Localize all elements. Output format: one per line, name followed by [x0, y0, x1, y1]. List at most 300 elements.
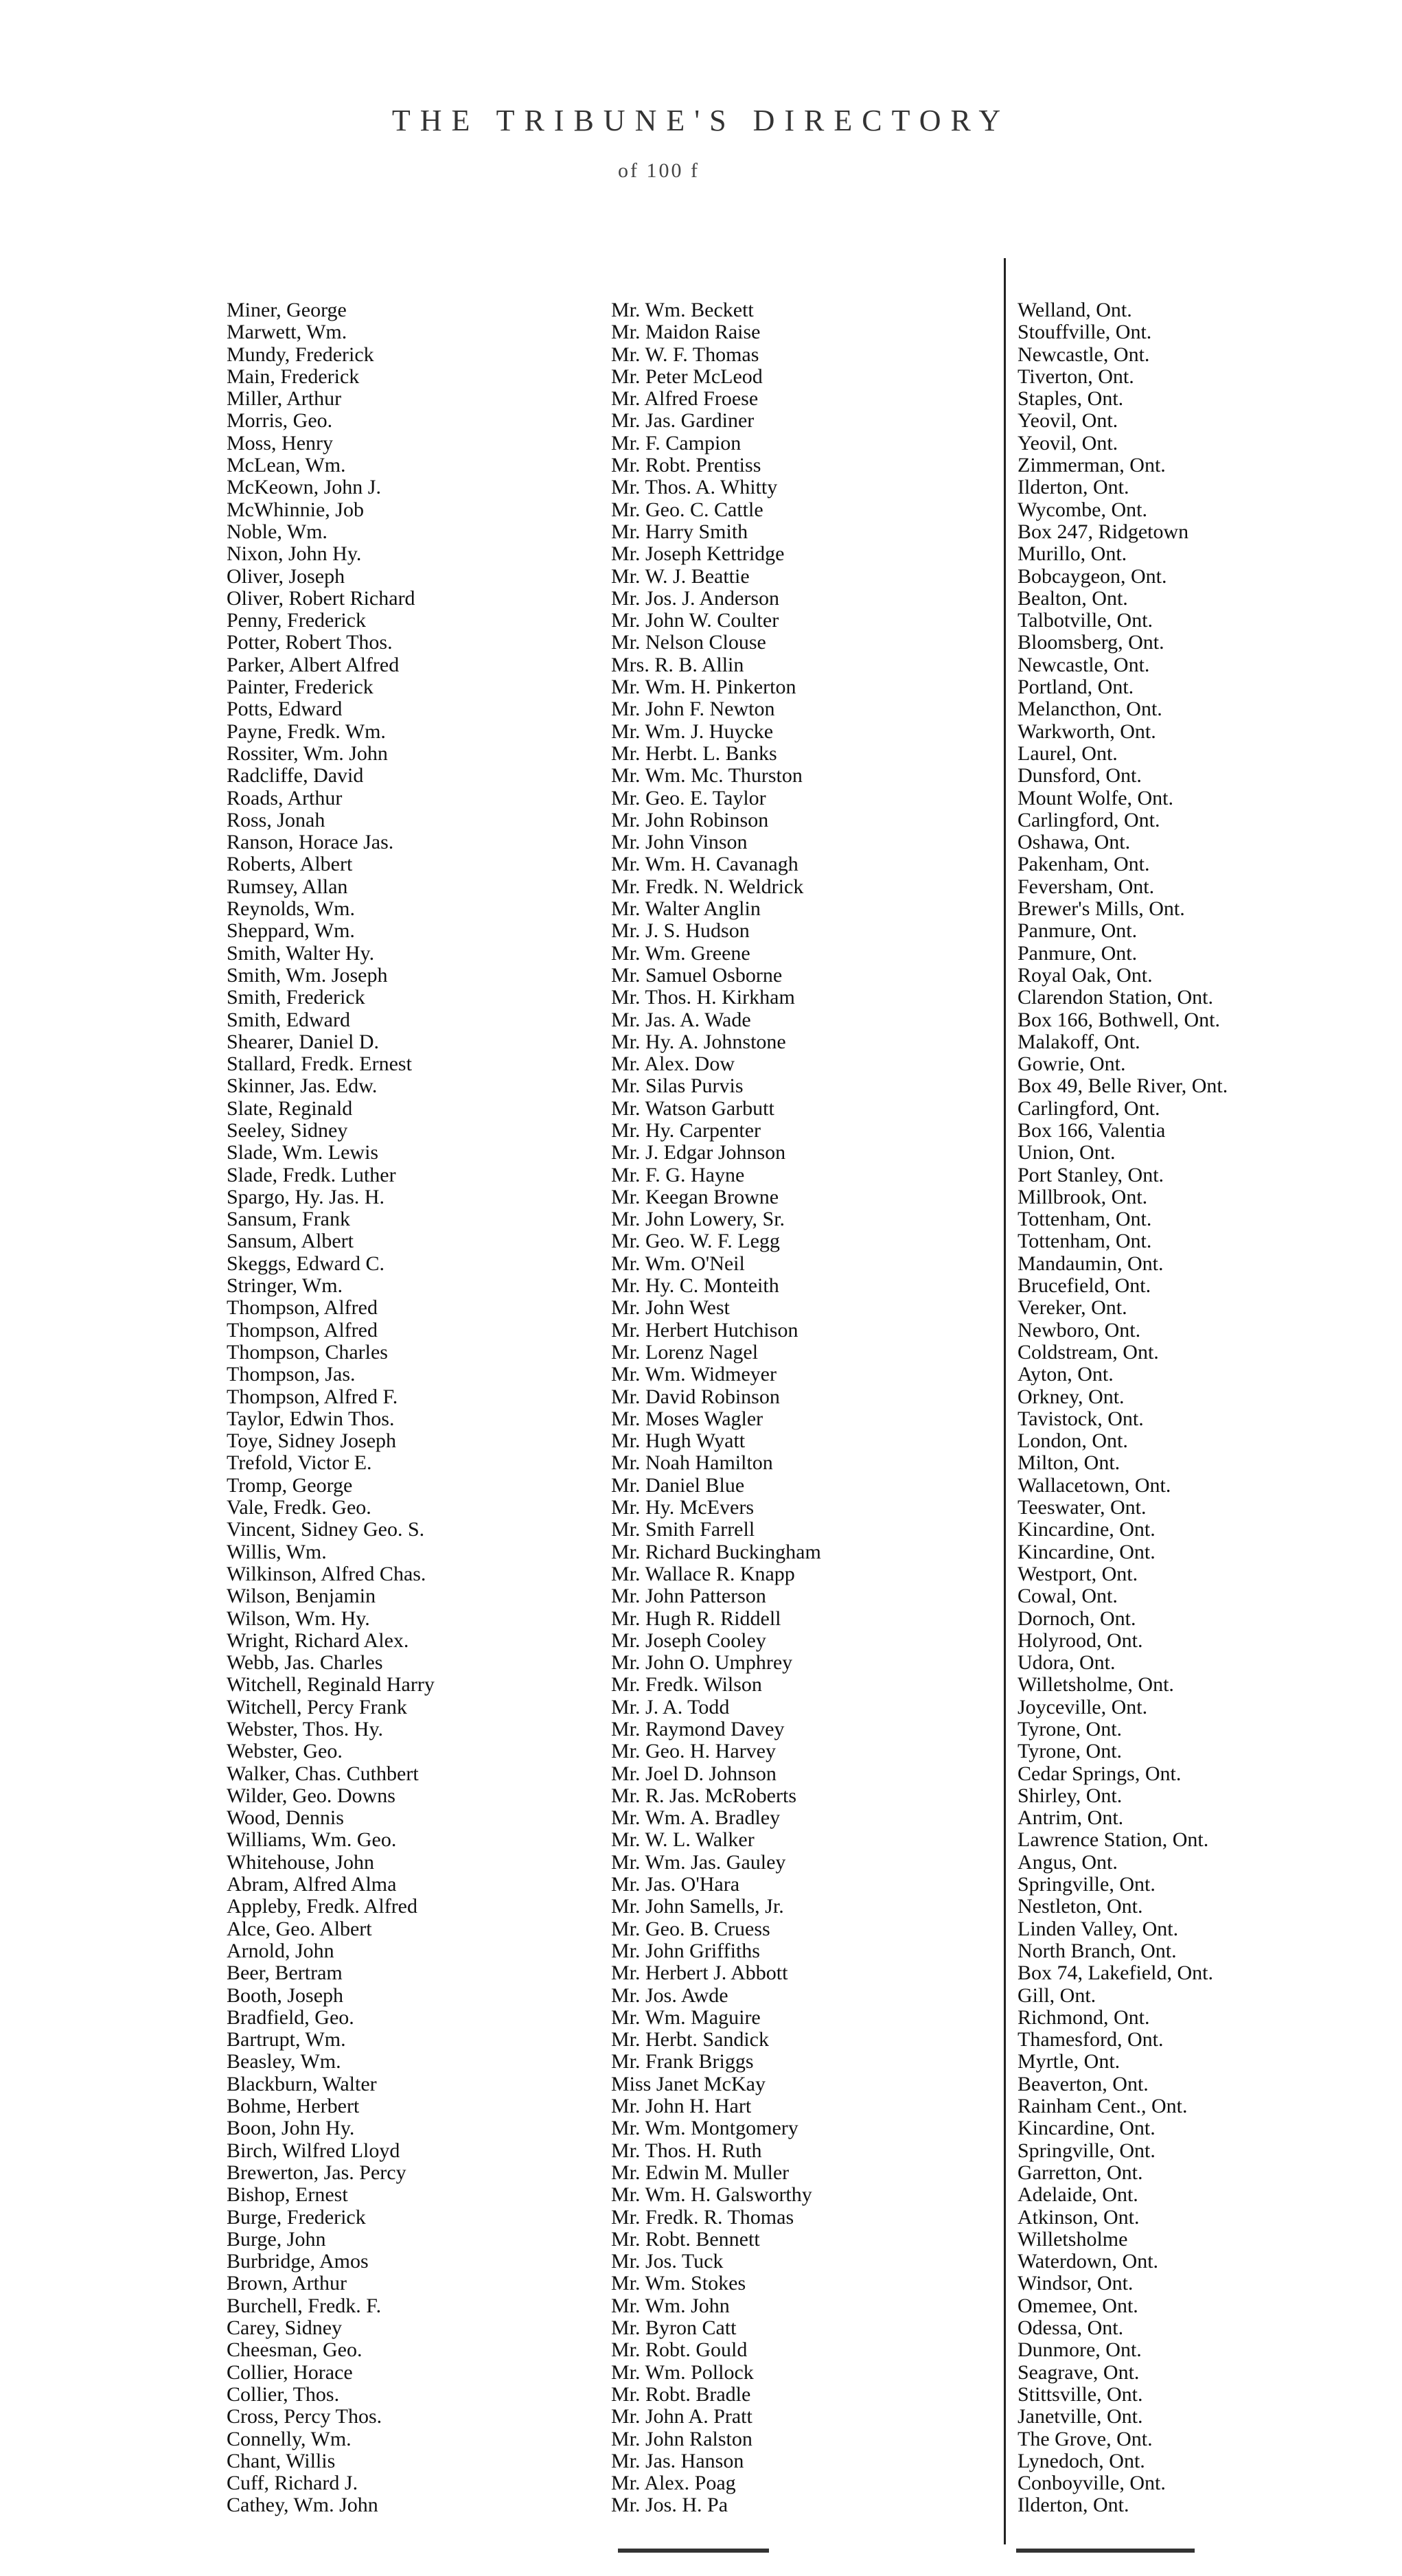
agent-entry — [611, 2406, 1016, 2428]
address-entry-text: Carlingford, Ont. — [1018, 809, 1160, 831]
address-entry-text: Wycombe, Ont. — [1018, 498, 1147, 521]
address-entry — [1018, 765, 1306, 787]
agent-entry — [611, 366, 1016, 388]
address-entry-text: Windsor, Ont. — [1018, 2273, 1134, 2295]
agent-entry-text: Mr. John A. Pratt — [611, 2406, 752, 2428]
agent-entry — [611, 1386, 1016, 1408]
agent-entry-text: Mr. Herbt. L. Banks — [611, 742, 777, 765]
agent-entry-text: Mr. John Griffiths — [611, 1940, 760, 1962]
agent-entry-text: Mr. Harry Smith — [611, 520, 748, 543]
name-entry — [227, 1519, 611, 1541]
name-entry — [227, 965, 611, 987]
address-entry — [1018, 2339, 1306, 2361]
agent-entry — [611, 831, 1016, 853]
address-entry-text: Tavistock, Ont. — [1018, 1407, 1144, 1430]
agent-entry-text: Mr. Hy. Carpenter — [611, 1119, 761, 1142]
name-entry-text: Bartrupt, Wm. — [227, 2029, 346, 2051]
address-entry-text: Ilderton, Ont. — [1018, 476, 1129, 499]
agent-entry — [611, 1430, 1016, 1452]
address-entry-text: Pakenham, Ont. — [1018, 853, 1150, 876]
agent-entry — [611, 1275, 1016, 1297]
agent-entry-text: Mr. Silas Purvis — [611, 1075, 744, 1098]
name-entry-text: Wood, Dennis — [227, 1807, 344, 1830]
name-entry-text: Tromp, George — [227, 1474, 353, 1497]
name-entry-text: McWhinnie, Job — [227, 498, 364, 521]
address-entry — [1018, 2273, 1306, 2295]
address-entry — [1018, 2051, 1306, 2073]
address-entry — [1018, 588, 1306, 610]
address-entry-text: Newcastle, Ont. — [1018, 343, 1150, 366]
agent-entry — [611, 1475, 1016, 1497]
agent-entry-text: Mr. Samuel Osborne — [611, 964, 783, 987]
name-entry-text: Brewerton, Jas. Percy — [227, 2161, 406, 2184]
agent-entry — [611, 1452, 1016, 1474]
name-entry — [227, 1275, 611, 1297]
agent-entry — [611, 698, 1016, 720]
agent-entry — [611, 1563, 1016, 1585]
name-entry-text: Skinner, Jas. Edw. — [227, 1075, 378, 1098]
name-entry-text: Potts, Edward — [227, 698, 343, 721]
name-entry-text: Boon, John Hy. — [227, 2117, 355, 2140]
address-entry — [1018, 1142, 1306, 1164]
agent-entry-text: Mr. Alfred Froese — [611, 388, 759, 411]
address-entry-text: Bealton, Ont. — [1018, 587, 1128, 610]
address-entry-text: Newboro, Ont. — [1018, 1319, 1141, 1342]
agent-entry — [611, 1075, 1016, 1097]
agent-entry-text: Mr. Walter Anglin — [611, 898, 761, 921]
address-entry-text: Rainham Cent., Ont. — [1018, 2095, 1188, 2118]
name-entry — [227, 499, 611, 521]
name-entry — [227, 410, 611, 432]
address-entry — [1018, 2362, 1306, 2384]
agent-entry-text: Mr. John Robinson — [611, 809, 769, 831]
name-entry-text: Marwett, Wm. — [227, 321, 347, 344]
agent-entry-text: Mr. John Samells, Jr. — [611, 1896, 784, 1918]
name-entry-text: Stallard, Fredk. Ernest — [227, 1053, 412, 1076]
agent-entry-text: Miss Janet McKay — [611, 2073, 766, 2095]
name-entry — [227, 698, 611, 720]
name-entry — [227, 321, 611, 343]
name-entry — [227, 1852, 611, 1874]
agent-entry-text: Mr. Alex. Poag — [611, 2472, 736, 2495]
name-entry-text: Oliver, Robert Richard — [227, 587, 415, 610]
name-entry — [227, 1120, 611, 1142]
agent-entry — [611, 2029, 1016, 2051]
agent-entry — [611, 2362, 1016, 2384]
address-entry-text: Dunsford, Ont. — [1018, 765, 1142, 787]
address-entry — [1018, 1120, 1306, 1142]
agent-entry-text: Mr. Edwin M. Muller — [611, 2161, 790, 2184]
address-entry-text: Union, Ont. — [1018, 1142, 1116, 1164]
agent-entry — [611, 1230, 1016, 1252]
agent-entry-text: Mr. Hy. A. Johnstone — [611, 1031, 786, 1053]
address-entry — [1018, 1430, 1306, 1452]
agent-entry-text: Mr. Wm. Mc. Thurston — [611, 765, 803, 787]
address-entry — [1018, 831, 1306, 853]
agent-entry-text: Mr. David Robinson — [611, 1385, 780, 1408]
address-entry — [1018, 1519, 1306, 1541]
address-entry — [1018, 1763, 1306, 1785]
agent-entry — [611, 1009, 1016, 1031]
agent-entry — [611, 321, 1016, 343]
address-entry — [1018, 1807, 1306, 1829]
address-entry-text: Cowal, Ont. — [1018, 1585, 1118, 1608]
agent-entry-text: Mr. Jas. A. Wade — [611, 1009, 751, 1031]
name-entry-text: Cross, Percy Thos. — [227, 2406, 382, 2428]
address-entry-text: Vereker, Ont. — [1018, 1297, 1127, 1320]
name-entry — [227, 566, 611, 588]
agent-entry-text: Mr. Thos. A. Whitty — [611, 476, 778, 499]
agent-entry-text: Mr. Maidon Raise — [611, 321, 761, 344]
agent-entry-text: Mr. John Patterson — [611, 1585, 766, 1608]
name-entry — [227, 1053, 611, 1075]
address-entry — [1018, 366, 1306, 388]
address-entry — [1018, 1053, 1306, 1075]
address-entry — [1018, 1918, 1306, 1940]
address-entry-text: Janetville, Ont. — [1018, 2406, 1143, 2428]
agent-entry-text: Mr. Wm. H. Pinkerton — [611, 676, 796, 699]
address-entry — [1018, 787, 1306, 809]
name-entry — [227, 831, 611, 853]
address-entry — [1018, 853, 1306, 875]
name-entry-text: Willis, Wm. — [227, 1541, 327, 1563]
name-entry — [227, 543, 611, 565]
agent-entry-text: Mr. Wm. O'Neil — [611, 1252, 745, 1275]
agent-entry — [611, 809, 1016, 831]
address-entry — [1018, 1740, 1306, 1762]
address-entry — [1018, 1563, 1306, 1585]
agent-entry — [611, 299, 1016, 321]
name-entry — [227, 876, 611, 898]
address-entry — [1018, 943, 1306, 965]
name-entry-text: Birch, Wilfred Lloyd — [227, 2139, 400, 2162]
agent-entry — [611, 1674, 1016, 1696]
address-entry — [1018, 2207, 1306, 2229]
name-entry — [227, 2207, 611, 2229]
agent-entry-text: Mr. Wm. Montgomery — [611, 2117, 798, 2140]
address-entry — [1018, 1075, 1306, 1097]
address-entry — [1018, 876, 1306, 898]
agent-entry — [611, 1763, 1016, 1785]
address-entry — [1018, 1208, 1306, 1230]
name-entry — [227, 1186, 611, 1208]
address-entry — [1018, 1940, 1306, 1962]
address-entry — [1018, 1275, 1306, 1297]
agent-entry — [611, 1962, 1016, 1984]
agent-entry — [611, 2428, 1016, 2450]
address-entry — [1018, 2317, 1306, 2339]
name-entry — [227, 433, 611, 455]
agent-entry-text: Mr. Hy. McEvers — [611, 1497, 755, 1519]
agent-entry — [611, 1608, 1016, 1630]
address-entry — [1018, 1230, 1306, 1252]
address-entry — [1018, 2029, 1306, 2051]
address-entry-text: Myrtle, Ont. — [1018, 2051, 1121, 2073]
address-entry — [1018, 299, 1306, 321]
name-entry-text: Walker, Chas. Cuthbert — [227, 1762, 419, 1785]
address-entry-text: Oshawa, Ont. — [1018, 831, 1131, 854]
agent-entry — [611, 1718, 1016, 1740]
agent-entry — [611, 1985, 1016, 2007]
agent-entry-text: Mr. Byron Catt — [611, 2317, 737, 2340]
agent-entry — [611, 2273, 1016, 2295]
agent-entry-text: Mr. John West — [611, 1297, 730, 1320]
agent-entry-text: Mr. Robt. Prentiss — [611, 455, 761, 477]
agent-entry — [611, 1519, 1016, 1541]
agent-entry — [611, 1120, 1016, 1142]
agent-entry-text: Mr. Wm. Greene — [611, 942, 750, 965]
address-entry-text: Joyceville, Ont. — [1018, 1696, 1148, 1718]
address-entry-text: Beaverton, Ont. — [1018, 2073, 1149, 2095]
agent-entry-text: Mr. Wm. Pollock — [611, 2361, 754, 2384]
address-entry-text: Box 49, Belle River, Ont. — [1018, 1075, 1228, 1098]
address-entry — [1018, 1585, 1306, 1607]
name-entry — [227, 1364, 611, 1385]
agent-entry — [611, 943, 1016, 965]
name-entry — [227, 2406, 611, 2428]
agent-entry-text: Mr. Wm. John — [611, 2295, 730, 2317]
name-entry-text: Rumsey, Allan — [227, 875, 348, 898]
name-entry — [227, 987, 611, 1009]
address-entry — [1018, 1608, 1306, 1630]
address-entry — [1018, 1364, 1306, 1385]
address-entry — [1018, 344, 1306, 366]
address-entry — [1018, 1098, 1306, 1120]
address-entry-text: Milton, Ont. — [1018, 1452, 1121, 1475]
agent-entry — [611, 1652, 1016, 1674]
agent-entry-text: Mr. Geo. W. F. Legg — [611, 1230, 780, 1253]
name-entry-text: Chant, Willis — [227, 2450, 336, 2472]
name-entry — [227, 1408, 611, 1430]
agent-entry-text: Mr. Geo. E. Taylor — [611, 787, 766, 809]
agent-entry — [611, 1874, 1016, 1896]
agent-entry — [611, 965, 1016, 987]
agent-entry-text: Mr. Daniel Blue — [611, 1474, 745, 1497]
name-entry-text: Beer, Bertram — [227, 1962, 343, 1985]
name-entry — [227, 2162, 611, 2184]
address-entry-text: Shirley, Ont. — [1018, 1784, 1123, 1807]
address-entry-text: Willetsholme — [1018, 2228, 1128, 2251]
name-entry — [227, 2428, 611, 2450]
address-entry-text: Tyrone, Ont. — [1018, 1718, 1123, 1740]
agent-entry-text: Mr. F. G. Hayne — [611, 1164, 745, 1186]
address-entry-text: Zimmerman, Ont. — [1018, 455, 1166, 477]
address-entry-text: North Branch, Ont. — [1018, 1940, 1177, 1962]
agent-entry-text: Mr. Wm. J. Huycke — [611, 720, 774, 743]
name-entry — [227, 1098, 611, 1120]
address-entry — [1018, 2229, 1306, 2251]
agent-entry-text: Mr. Wm. H. Cavanagh — [611, 853, 798, 876]
name-entry — [227, 476, 611, 498]
name-entry — [227, 1430, 611, 1452]
name-entry-text: Ranson, Horace Jas. — [227, 831, 394, 854]
address-entry-text: Antrim, Ont. — [1018, 1807, 1124, 1830]
name-entry — [227, 1230, 611, 1252]
name-entry-text: Vale, Fredk. Geo. — [227, 1497, 371, 1519]
name-entry — [227, 2051, 611, 2073]
name-entry — [227, 1829, 611, 1851]
address-entry-text: Springville, Ont. — [1018, 1874, 1156, 1896]
address-entry-text: Conboyville, Ont. — [1018, 2472, 1166, 2495]
address-entry — [1018, 2384, 1306, 2406]
name-entry-text: Appleby, Fredk. Alfred — [227, 1896, 417, 1918]
name-entry — [227, 2450, 611, 2472]
name-entry-text: Wilson, Wm. Hy. — [227, 1607, 370, 1630]
address-entry — [1018, 2073, 1306, 2095]
address-entry — [1018, 410, 1306, 432]
agent-entry — [611, 2384, 1016, 2406]
name-entry — [227, 765, 611, 787]
agent-entry-text: Mr. Robt. Bennett — [611, 2228, 760, 2251]
address-entry-text: Portland, Ont. — [1018, 676, 1134, 699]
name-entry-text: Webb, Jas. Charles — [227, 1652, 383, 1675]
name-entry — [227, 1208, 611, 1230]
name-entry — [227, 1563, 611, 1585]
address-entry-text: Carlingford, Ont. — [1018, 1097, 1160, 1120]
name-entry-text: Cuff, Richard J. — [227, 2472, 358, 2495]
agent-entry — [611, 2229, 1016, 2251]
name-entry — [227, 2095, 611, 2117]
name-entry-text: Alce, Geo. Albert — [227, 1918, 372, 1940]
agent-entry — [611, 1208, 1016, 1230]
agent-entry-text: Mr. John W. Coulter — [611, 610, 779, 632]
address-entry — [1018, 1718, 1306, 1740]
address-entry-text: Seagrave, Ont. — [1018, 2361, 1140, 2384]
agent-entry — [611, 410, 1016, 432]
name-entry — [227, 920, 611, 942]
name-entry-text: Reynolds, Wm. — [227, 898, 355, 921]
name-entry-text: Parker, Albert Alfred — [227, 654, 400, 676]
name-entry — [227, 388, 611, 410]
name-entry-text: Smith, Edward — [227, 1009, 350, 1031]
address-entry-text: Dunmore, Ont. — [1018, 2339, 1142, 2362]
address-entry — [1018, 2140, 1306, 2162]
address-entry-text: Gill, Ont. — [1018, 1984, 1096, 2007]
address-entry-text: Ayton, Ont. — [1018, 1364, 1114, 1386]
name-entry-text: Bohme, Herbert — [227, 2095, 360, 2118]
name-entry — [227, 1807, 611, 1829]
name-entry-text: Wilder, Geo. Downs — [227, 1784, 395, 1807]
name-entry — [227, 1031, 611, 1053]
name-entry — [227, 1475, 611, 1497]
agent-entry — [611, 1497, 1016, 1519]
agent-entry — [611, 1253, 1016, 1275]
agent-entry — [611, 2472, 1016, 2494]
agent-entry — [611, 1918, 1016, 1940]
address-entry — [1018, 1497, 1306, 1519]
address-entry — [1018, 1186, 1306, 1208]
agent-entry-text: Mr. F. Campion — [611, 432, 742, 455]
agent-entry-text: Mr. Hugh R. Riddell — [611, 1607, 781, 1630]
name-entry — [227, 1253, 611, 1275]
address-entry-text: Garretton, Ont. — [1018, 2161, 1143, 2184]
name-entry-text: Booth, Joseph — [227, 1984, 344, 2007]
address-entry — [1018, 1297, 1306, 1319]
address-entry — [1018, 2450, 1306, 2472]
agent-entry — [611, 1852, 1016, 1874]
name-entry-text: Williams, Wm. Geo. — [227, 1829, 397, 1852]
address-entry — [1018, 809, 1306, 831]
agent-entry-text: Mr. Wm. Beckett — [611, 299, 754, 321]
address-entry — [1018, 1896, 1306, 1918]
agent-entry-text: Mr. Wallace R. Knapp — [611, 1563, 795, 1585]
name-entry-text: Smith, Walter Hy. — [227, 942, 375, 965]
agent-entry-text: Mr. Keegan Browne — [611, 1186, 779, 1208]
agent-entry — [611, 2117, 1016, 2139]
name-entry — [227, 1142, 611, 1164]
agent-entry-text: Mr. Fredk. R. Thomas — [611, 2206, 794, 2229]
address-entry-text: Ilderton, Ont. — [1018, 2494, 1129, 2517]
name-entry-text: Vincent, Sidney Geo. S. — [227, 1519, 425, 1541]
agent-entry — [611, 1896, 1016, 1918]
address-entry-text: Orkney, Ont. — [1018, 1385, 1125, 1408]
name-entry-text: Sansum, Frank — [227, 1208, 350, 1231]
agent-entry — [611, 920, 1016, 942]
name-entry — [227, 2251, 611, 2273]
address-entry-text: Clarendon Station, Ont. — [1018, 987, 1213, 1009]
address-entry-text: Millbrook, Ont. — [1018, 1186, 1148, 1208]
name-entry — [227, 787, 611, 809]
address-entry-text: Angus, Ont. — [1018, 1851, 1118, 1874]
address-entry-text: Talbotville, Ont. — [1018, 610, 1153, 632]
agent-entry — [611, 2162, 1016, 2184]
agent-entry — [611, 1940, 1016, 1962]
agent-entry — [611, 743, 1016, 765]
address-entry — [1018, 2251, 1306, 2273]
address-entry-text: Melancthon, Ont. — [1018, 698, 1162, 721]
name-entry-text: Arnold, John — [227, 1940, 334, 1962]
agent-entry-text: Mr. R. Jas. McRoberts — [611, 1784, 796, 1807]
page-title: THE TRIBUNE'S DIRECTORY — [391, 104, 1011, 137]
name-entry-text: Trefold, Victor E. — [227, 1452, 372, 1475]
agent-entry-text: Mr. Jos. Tuck — [611, 2251, 724, 2273]
name-entry — [227, 2295, 611, 2317]
agent-entry-text: Mr. J. Edgar Johnson — [611, 1142, 786, 1164]
address-entry-text: Gowrie, Ont. — [1018, 1053, 1126, 1076]
name-entry-text: Seeley, Sidney — [227, 1119, 348, 1142]
name-entry-text: Brown, Arthur — [227, 2273, 347, 2295]
name-entry — [227, 1297, 611, 1319]
address-entry — [1018, 610, 1306, 632]
agent-entry — [611, 876, 1016, 898]
name-entry-text: Collier, Thos. — [227, 2383, 340, 2406]
name-entry-text: Noble, Wm. — [227, 520, 327, 543]
name-entry — [227, 1785, 611, 1807]
address-entry-text: Thamesford, Ont. — [1018, 2029, 1164, 2051]
address-entry-text: Warkworth, Ont. — [1018, 720, 1156, 743]
address-entry — [1018, 2472, 1306, 2494]
address-entry — [1018, 499, 1306, 521]
address-entry-text: Tyrone, Ont. — [1018, 1740, 1123, 1763]
address-entry-text: Newcastle, Ont. — [1018, 654, 1150, 676]
agent-entry-text: Mrs. R. B. Allin — [611, 654, 744, 676]
name-entry-text: Wilson, Benjamin — [227, 1585, 376, 1608]
name-entry-text: Rossiter, Wm. John — [227, 742, 388, 765]
name-entry — [227, 2229, 611, 2251]
name-entry — [227, 1608, 611, 1630]
address-entry — [1018, 388, 1306, 410]
address-entry-text: Port Stanley, Ont. — [1018, 1164, 1164, 1186]
agent-entry — [611, 898, 1016, 920]
name-entry — [227, 1630, 611, 1652]
address-entry — [1018, 433, 1306, 455]
address-entry — [1018, 476, 1306, 498]
name-entry-text: Bishop, Ernest — [227, 2184, 348, 2207]
agent-entry-text: Mr. Lorenz Nagel — [611, 1341, 759, 1364]
agent-entry-text: Mr. Nelson Clouse — [611, 632, 766, 654]
name-entry-text: Payne, Fredk. Wm. — [227, 720, 386, 743]
name-entry — [227, 1541, 611, 1563]
